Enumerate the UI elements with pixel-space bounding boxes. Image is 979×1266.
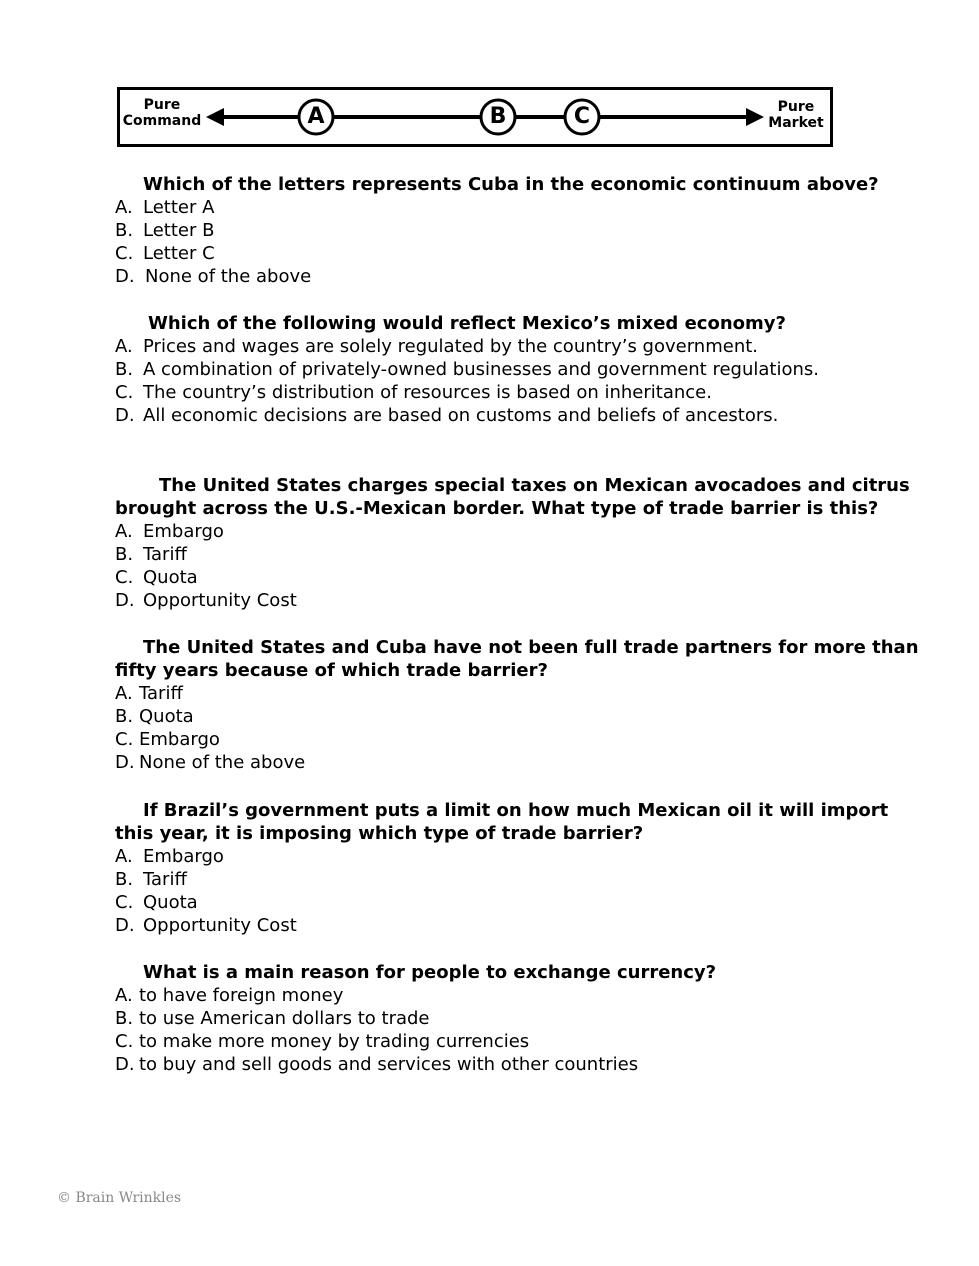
question-4 bbox=[115, 636, 925, 774]
question-5-option-d[interactable] bbox=[115, 914, 925, 937]
option-text: Quota bbox=[143, 892, 198, 913]
pure-market-label-line1: Pure bbox=[777, 99, 815, 115]
option-text: None of the above bbox=[145, 266, 312, 287]
option-letter: B. bbox=[115, 869, 134, 890]
question-5-option-a[interactable] bbox=[115, 845, 925, 868]
option-letter: B. bbox=[115, 359, 134, 380]
question-3-option-c[interactable] bbox=[115, 566, 925, 589]
question-2-stem: Which of the following would reflect Mexico’s mixed economy? bbox=[148, 313, 786, 334]
option-letter: A. bbox=[115, 336, 133, 357]
option-text: Embargo bbox=[143, 521, 224, 542]
option-letter: D. bbox=[115, 915, 135, 936]
question-6-option-c[interactable] bbox=[115, 1030, 925, 1053]
question-1 bbox=[115, 173, 925, 288]
option-letter: A. bbox=[115, 846, 133, 867]
option-letter: B. bbox=[115, 220, 134, 241]
option-text: Quota bbox=[139, 706, 194, 727]
question-4-option-b[interactable] bbox=[115, 705, 925, 728]
option-letter: D. bbox=[115, 405, 135, 426]
option-text: A combination of privately-owned businesses and government regulations. bbox=[143, 359, 819, 380]
option-text: to have foreign money bbox=[139, 985, 344, 1006]
option-letter: B. bbox=[115, 706, 134, 727]
question-3 bbox=[115, 474, 925, 612]
question-1-option-a[interactable] bbox=[115, 196, 925, 219]
option-text: Letter C bbox=[143, 243, 215, 264]
option-letter: C. bbox=[115, 382, 134, 403]
question-4-option-c[interactable] bbox=[115, 728, 925, 751]
question-2-option-a[interactable] bbox=[115, 335, 925, 358]
question-1-option-d[interactable] bbox=[115, 265, 925, 288]
option-letter: D. bbox=[115, 752, 135, 773]
option-text: The country’s distribution of resources is based on inheritance. bbox=[143, 382, 712, 403]
option-letter: A. bbox=[115, 521, 133, 542]
question-3-option-d[interactable] bbox=[115, 589, 925, 612]
option-letter: B. bbox=[115, 544, 134, 565]
question-1-stem: Which of the letters represents Cuba in the economic continuum above? bbox=[143, 174, 879, 195]
question-4-option-a[interactable] bbox=[115, 682, 925, 705]
option-letter: C. bbox=[115, 243, 134, 264]
question-5-option-c[interactable] bbox=[115, 891, 925, 914]
question-3-option-a[interactable] bbox=[115, 520, 925, 543]
question-6-option-b[interactable] bbox=[115, 1007, 925, 1030]
marker-b-label: B bbox=[489, 104, 507, 129]
pure-market-label bbox=[764, 99, 828, 131]
marker-a-label: A bbox=[307, 104, 325, 129]
option-text: Prices and wages are solely regulated by the country’s government. bbox=[143, 336, 759, 357]
option-letter: D. bbox=[115, 266, 135, 287]
question-6-option-a[interactable] bbox=[115, 984, 925, 1007]
continuum-arrow-graphic bbox=[120, 90, 830, 144]
question-6-option-d[interactable] bbox=[115, 1053, 925, 1076]
option-text: Embargo bbox=[143, 846, 224, 867]
pure-command-label-line1: Pure bbox=[143, 97, 181, 113]
marker-c-label: C bbox=[573, 104, 591, 129]
question-4-option-d[interactable] bbox=[115, 751, 925, 774]
option-text: Opportunity Cost bbox=[143, 915, 297, 936]
question-5 bbox=[115, 799, 925, 937]
economic-continuum bbox=[117, 87, 833, 147]
question-1-option-c[interactable] bbox=[115, 242, 925, 265]
option-letter: C. bbox=[115, 1031, 134, 1052]
question-2-option-b[interactable] bbox=[115, 358, 925, 381]
option-letter: B. bbox=[115, 1008, 134, 1029]
option-letter: C. bbox=[115, 567, 134, 588]
pure-command-label-line2: Command bbox=[122, 113, 202, 129]
option-text: to buy and sell goods and services with other countries bbox=[139, 1054, 639, 1075]
copyright-footer: © Brain Wrinkles bbox=[57, 1190, 182, 1206]
option-text: to make more money by trading currencies bbox=[139, 1031, 530, 1052]
option-text: Letter A bbox=[143, 197, 215, 218]
option-text: to use American dollars to trade bbox=[139, 1008, 430, 1029]
option-text: Letter B bbox=[143, 220, 215, 241]
pure-market-label-line2: Market bbox=[768, 115, 824, 131]
question-6 bbox=[115, 961, 925, 1076]
option-text: Quota bbox=[143, 567, 198, 588]
question-3-option-b[interactable] bbox=[115, 543, 925, 566]
question-2 bbox=[115, 312, 925, 427]
question-5-option-b[interactable] bbox=[115, 868, 925, 891]
option-text: Tariff bbox=[139, 683, 183, 704]
option-text: None of the above bbox=[139, 752, 306, 773]
option-text: Opportunity Cost bbox=[143, 590, 297, 611]
question-3-stem: The United States charges special taxes on Mexican avocadoes and citrus brought across the U.S.-Mexican border. What type of trade barrier is this? bbox=[115, 475, 910, 519]
option-letter: C. bbox=[115, 892, 134, 913]
left-arrowhead bbox=[206, 108, 224, 126]
option-letter: C. bbox=[115, 729, 134, 750]
question-5-stem: If Brazil’s government puts a limit on how much Mexican oil it will import this year, it is imposing which type of trade barrier? bbox=[115, 800, 889, 844]
option-text: Tariff bbox=[143, 544, 187, 565]
option-letter: D. bbox=[115, 590, 135, 611]
option-letter: A. bbox=[115, 683, 133, 704]
option-text: Tariff bbox=[143, 869, 187, 890]
right-arrowhead bbox=[746, 108, 764, 126]
option-letter: D. bbox=[115, 1054, 135, 1075]
option-letter: A. bbox=[115, 197, 133, 218]
option-letter: A. bbox=[115, 985, 133, 1006]
question-2-option-d[interactable] bbox=[115, 404, 925, 427]
question-6-stem: What is a main reason for people to exchange currency? bbox=[143, 962, 717, 983]
option-text: Embargo bbox=[139, 729, 220, 750]
question-4-stem: The United States and Cuba have not been full trade partners for more than fifty years because of which trade barrier? bbox=[115, 637, 919, 681]
option-text: All economic decisions are based on customs and beliefs of ancestors. bbox=[143, 405, 779, 426]
question-2-option-c[interactable] bbox=[115, 381, 925, 404]
question-1-option-b[interactable] bbox=[115, 219, 925, 242]
pure-command-label bbox=[122, 97, 202, 129]
